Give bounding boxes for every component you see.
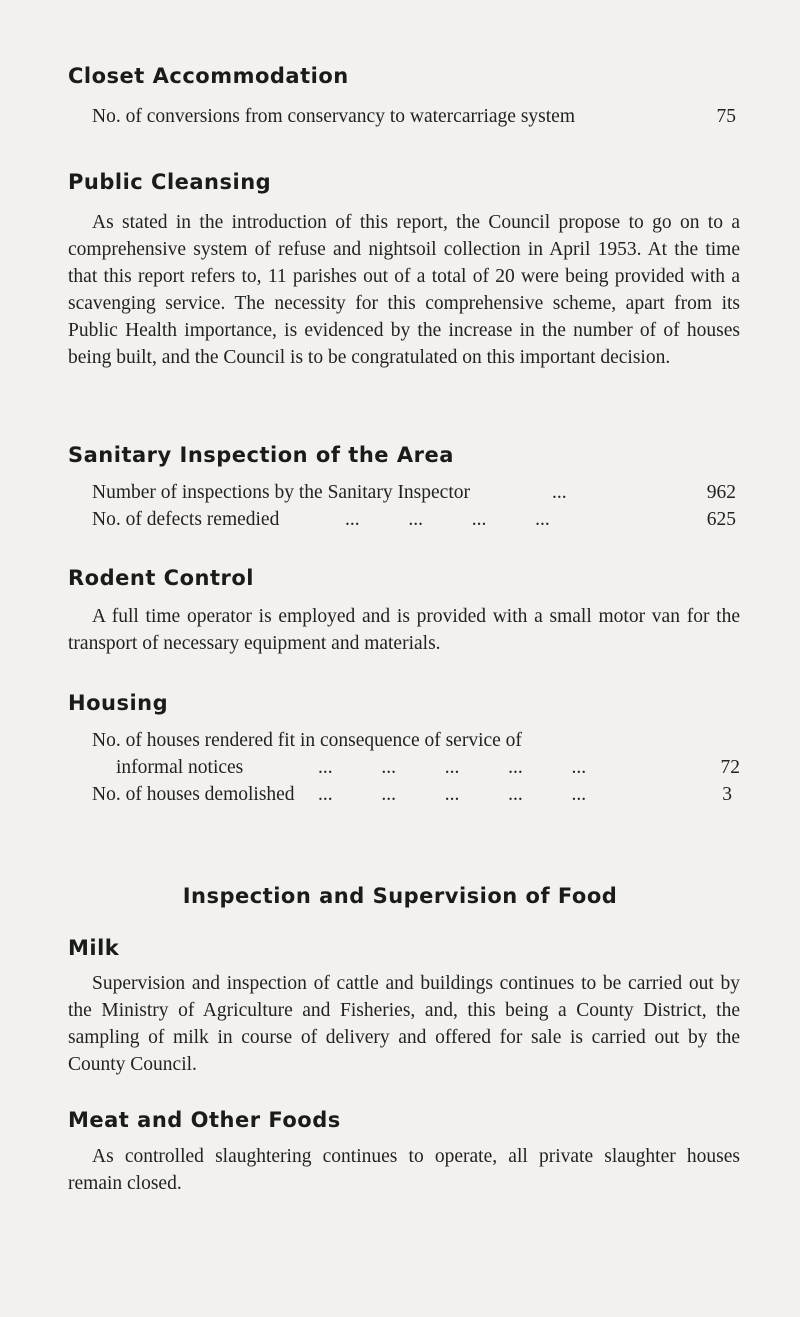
milk-text: Supervision and inspection of cattle and buildings continues to be carried out by the Ministry of Agriculture and Fisheries, and, this being a County District, the sampling of milk in course of delivery and offered for sale is carried out by the County Council. <box>68 973 740 1075</box>
closet-accommodation-heading: Closet Accommodation <box>68 64 349 88</box>
public-cleansing-heading: Public Cleansing <box>68 170 272 194</box>
meat-heading: Meat and Other Foods <box>68 1108 341 1132</box>
inspections-value: 962 <box>706 482 736 503</box>
conversions-value: 75 <box>716 106 736 127</box>
houses-fit-row-line2 <box>92 754 740 781</box>
public-cleansing-paragraph <box>68 209 740 371</box>
defects-value: 625 <box>706 509 736 530</box>
milk-paragraph <box>68 970 740 1078</box>
inspections-label: Number of inspections by the Sanitary Inspector <box>92 482 470 503</box>
food-inspection-heading: Inspection and Supervision of Food <box>182 884 618 908</box>
houses-demolished-leader: ... ... ... ... ... <box>318 784 587 805</box>
defects-label: No. of defects remedied <box>92 509 280 530</box>
houses-fit-label-line1: No. of houses rendered fit in consequence of service of <box>92 730 522 751</box>
inspections-row <box>92 479 736 506</box>
conversions-row <box>92 103 736 130</box>
rodent-control-paragraph <box>68 603 740 657</box>
meat-paragraph <box>68 1143 740 1197</box>
houses-demolished-value: 3 <box>722 784 732 805</box>
meat-text: As controlled slaughtering continues to operate, all private slaughter houses remain closed. <box>68 1146 740 1194</box>
public-cleansing-text: As stated in the introduction of this report, the Council propose to go on to a comprehensive system of refuse and nightsoil collection in April 1953. At the time that this report refers to, 11 parishes out of a total of 20 were being provided with a scavenging service. The necessity for this comprehensive scheme, apart from its Public Health importance, is evidenced by the increase in the number of of houses being built, and the Council is to be congratulated on this important decision. <box>68 212 740 368</box>
inspections-leader: ... <box>552 482 567 503</box>
houses-fit-leader: ... ... ... ... ... <box>318 757 587 778</box>
houses-demolished-row <box>92 781 732 808</box>
rodent-control-heading: Rodent Control <box>68 566 254 590</box>
milk-heading: Milk <box>68 936 120 960</box>
defects-row <box>92 506 736 533</box>
defects-leader: ... ... ... ... <box>345 509 550 530</box>
housing-heading: Housing <box>68 691 169 715</box>
conversions-label: No. of conversions from conservancy to watercarriage system <box>92 106 575 127</box>
houses-fit-row-line1 <box>92 727 736 754</box>
houses-demolished-label: No. of houses demolished <box>92 784 295 805</box>
houses-fit-label-line2: informal notices <box>116 757 244 778</box>
houses-fit-value: 72 <box>720 757 740 778</box>
rodent-control-text: A full time operator is employed and is provided with a small motor van for the transport of necessary equipment and materials. <box>68 606 740 654</box>
sanitary-inspection-heading: Sanitary Inspection of the Area <box>68 443 454 467</box>
